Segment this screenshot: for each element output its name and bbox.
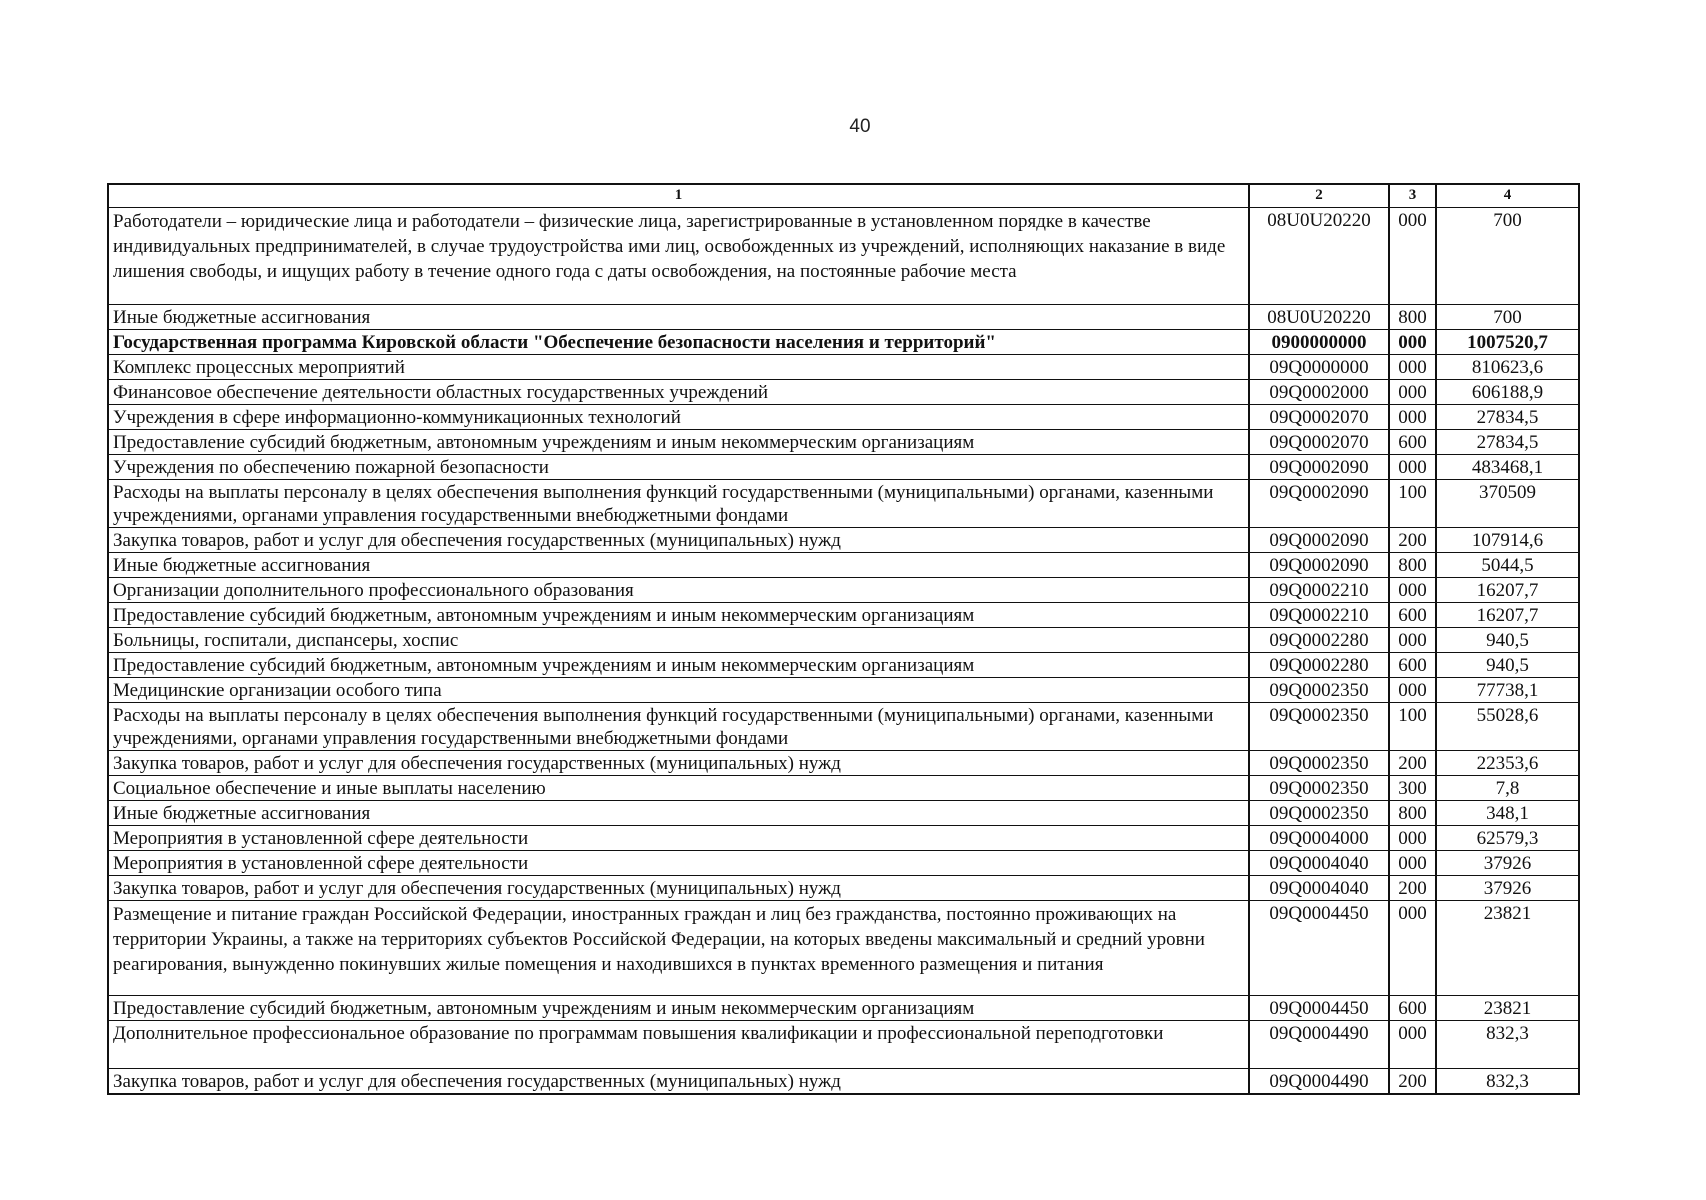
row-description: Закупка товаров, работ и услуг для обеспечения государственных (муниципальных) нужд: [108, 527, 1249, 552]
row-amount: 832,3: [1436, 1068, 1579, 1094]
row-description: Мероприятия в установленной сфере деятельности: [108, 825, 1249, 850]
row-amount: 55028,6: [1436, 702, 1579, 750]
row-description: Организации дополнительного профессионального образования: [108, 577, 1249, 602]
row-code: 08U0U20220: [1249, 207, 1389, 304]
row-description: Учреждения по обеспечению пожарной безопасности: [108, 454, 1249, 479]
row-description: Закупка товаров, работ и услуг для обеспечения государственных (муниципальных) нужд: [108, 1068, 1249, 1094]
row-expense-type: 000: [1389, 207, 1436, 304]
row-description-line: лишения свободы, и ищущих работу в течение одного года с даты освобождения, на постоянные рабочие места: [113, 260, 1017, 282]
row-code: 09Q0000000: [1249, 354, 1389, 379]
row-description: Предоставление субсидий бюджетным, автономным учреждениям и иным некоммерческим организациям: [108, 429, 1249, 454]
row-code: 09Q0004490: [1249, 1068, 1389, 1094]
row-amount: 107914,6: [1436, 527, 1579, 552]
row-code: 09Q0002090: [1249, 454, 1389, 479]
table-row: [108, 602, 1579, 627]
row-amount: 5044,5: [1436, 552, 1579, 577]
row-code: 09Q0002350: [1249, 750, 1389, 775]
row-expense-type: 000: [1389, 354, 1436, 379]
row-description: Учреждения в сфере информационно-коммуникационных технологий: [108, 404, 1249, 429]
row-code: 08U0U20220: [1249, 304, 1389, 329]
column-header-4: 4: [1436, 184, 1579, 207]
row-description: [108, 702, 1249, 750]
row-description-line: индивидуальных предпринимателей, в случае трудоустройства ими лиц, освобожденных из учреждений, исполняющих наказание в виде: [113, 235, 1226, 257]
table-row: [108, 527, 1579, 552]
row-code: 09Q0002090: [1249, 552, 1389, 577]
row-amount: 606188,9: [1436, 379, 1579, 404]
row-description: Больницы, госпитали, диспансеры, хоспис: [108, 627, 1249, 652]
row-expense-type: 000: [1389, 677, 1436, 702]
table-row: [108, 995, 1579, 1020]
row-expense-type: 200: [1389, 750, 1436, 775]
row-expense-type: 200: [1389, 527, 1436, 552]
row-description-line: реагирования, вынужденно покинувших жилые помещения и находившихся в пунктах временного размещения и питания: [113, 953, 1104, 975]
row-code: 09Q0002070: [1249, 404, 1389, 429]
table-row: [108, 775, 1579, 800]
row-expense-type: 300: [1389, 775, 1436, 800]
table-row: [108, 577, 1579, 602]
table-row: [108, 379, 1579, 404]
table-row: [108, 825, 1579, 850]
row-description: Предоставление субсидий бюджетным, автономным учреждениям и иным некоммерческим организациям: [108, 652, 1249, 677]
row-code: 09Q0002090: [1249, 479, 1389, 527]
row-amount: 700: [1436, 207, 1579, 304]
row-amount: 23821: [1436, 900, 1579, 995]
table-row: [108, 304, 1579, 329]
row-description: Предоставление субсидий бюджетным, автономным учреждениям и иным некоммерческим организациям: [108, 995, 1249, 1020]
row-amount: 16207,7: [1436, 577, 1579, 602]
row-description: Иные бюджетные ассигнования: [108, 304, 1249, 329]
row-code: 09Q0002280: [1249, 652, 1389, 677]
row-code: 09Q0004490: [1249, 1020, 1389, 1068]
row-code: 09Q0002210: [1249, 602, 1389, 627]
row-expense-type: 800: [1389, 552, 1436, 577]
row-expense-type: 000: [1389, 1020, 1436, 1068]
table-row: [108, 800, 1579, 825]
row-description: Государственная программа Кировской области "Обеспечение безопасности населения и территорий": [108, 329, 1249, 354]
row-expense-type: 000: [1389, 329, 1436, 354]
row-amount: 77738,1: [1436, 677, 1579, 702]
row-expense-type: 000: [1389, 900, 1436, 995]
table-row: [108, 552, 1579, 577]
row-description: Медицинские организации особого типа: [108, 677, 1249, 702]
row-amount: 7,8: [1436, 775, 1579, 800]
page-number: 40: [849, 116, 871, 137]
row-amount: 22353,6: [1436, 750, 1579, 775]
row-description-line: Расходы на выплаты персоналу в целях обеспечения выполнения функций государственными (муниципальными) органами, казенными: [113, 704, 1214, 726]
row-description: Комплекс процессных мероприятий: [108, 354, 1249, 379]
row-amount: 62579,3: [1436, 825, 1579, 850]
row-code: 0900000000: [1249, 329, 1389, 354]
row-expense-type: 600: [1389, 602, 1436, 627]
row-description: Предоставление субсидий бюджетным, автономным учреждениям и иным некоммерческим организациям: [108, 602, 1249, 627]
row-amount: 810623,6: [1436, 354, 1579, 379]
table-row: [108, 429, 1579, 454]
table-row: [108, 850, 1579, 875]
row-expense-type: 000: [1389, 627, 1436, 652]
header-row: [108, 184, 1579, 207]
row-code: 09Q0002280: [1249, 627, 1389, 652]
row-expense-type: 100: [1389, 479, 1436, 527]
row-description: Финансовое обеспечение деятельности областных государственных учреждений: [108, 379, 1249, 404]
row-expense-type: 000: [1389, 825, 1436, 850]
column-header-3: 3: [1389, 184, 1436, 207]
column-header-1: 1: [108, 184, 1249, 207]
table-row: [108, 354, 1579, 379]
table-row: [108, 1020, 1579, 1068]
row-code: 09Q0002350: [1249, 677, 1389, 702]
row-code: 09Q0002350: [1249, 775, 1389, 800]
row-amount: 27834,5: [1436, 404, 1579, 429]
row-code: 09Q0004000: [1249, 825, 1389, 850]
row-expense-type: 200: [1389, 1068, 1436, 1094]
row-amount: 700: [1436, 304, 1579, 329]
row-expense-type: 200: [1389, 875, 1436, 900]
row-amount: 1007520,7: [1436, 329, 1579, 354]
table-row: [108, 677, 1579, 702]
table-row: [108, 900, 1579, 995]
row-amount: 348,1: [1436, 800, 1579, 825]
row-expense-type: 000: [1389, 577, 1436, 602]
row-expense-type: 800: [1389, 800, 1436, 825]
row-description: [108, 479, 1249, 527]
row-expense-type: 000: [1389, 850, 1436, 875]
row-description: Закупка товаров, работ и услуг для обеспечения государственных (муниципальных) нужд: [108, 750, 1249, 775]
row-expense-type: 600: [1389, 652, 1436, 677]
column-header-2: 2: [1249, 184, 1389, 207]
row-expense-type: 600: [1389, 995, 1436, 1020]
table-row: [108, 454, 1579, 479]
row-description: Социальное обеспечение и иные выплаты населению: [108, 775, 1249, 800]
row-description-line: территории Украины, а также на территориях субъектов Российской Федерации, на которых введены максимальный и средний уровни: [113, 928, 1205, 950]
row-expense-type: 000: [1389, 404, 1436, 429]
table-row: [108, 404, 1579, 429]
row-amount: 483468,1: [1436, 454, 1579, 479]
table-row: [108, 627, 1579, 652]
table-row: [108, 652, 1579, 677]
row-amount: 940,5: [1436, 652, 1579, 677]
table-row: [108, 702, 1579, 750]
row-description: [108, 207, 1249, 304]
row-description-line: учреждениями, органами управления государственными внебюджетными фондами: [113, 504, 789, 526]
row-description: Закупка товаров, работ и услуг для обеспечения государственных (муниципальных) нужд: [108, 875, 1249, 900]
row-description: Дополнительное профессиональное образование по программам повышения квалификации и профессиональной переподготовки: [108, 1020, 1249, 1068]
row-code: 09Q0002210: [1249, 577, 1389, 602]
row-code: 09Q0002000: [1249, 379, 1389, 404]
row-expense-type: 600: [1389, 429, 1436, 454]
row-code: 09Q0004450: [1249, 995, 1389, 1020]
table-row: [108, 1068, 1579, 1094]
row-amount: 832,3: [1436, 1020, 1579, 1068]
table-row: [108, 875, 1579, 900]
table-row: [108, 207, 1579, 304]
row-amount: 16207,7: [1436, 602, 1579, 627]
row-amount: 37926: [1436, 850, 1579, 875]
row-description-line: Работодатели – юридические лица и работодатели – физические лица, зарегистрированные в установленном порядке в качестве: [113, 210, 1151, 232]
row-expense-type: 000: [1389, 454, 1436, 479]
row-amount: 37926: [1436, 875, 1579, 900]
row-amount: 27834,5: [1436, 429, 1579, 454]
row-code: 09Q0002090: [1249, 527, 1389, 552]
row-description: [108, 900, 1249, 995]
table-row: [108, 750, 1579, 775]
row-code: 09Q0002350: [1249, 800, 1389, 825]
row-description-line: учреждениями, органами управления государственными внебюджетными фондами: [113, 727, 789, 749]
row-description: Иные бюджетные ассигнования: [108, 800, 1249, 825]
row-description-line: Размещение и питание граждан Российской Федерации, иностранных граждан и лиц без гражданства, постоянно проживающих на: [113, 903, 1177, 925]
row-amount: 370509: [1436, 479, 1579, 527]
row-expense-type: 800: [1389, 304, 1436, 329]
row-amount: 940,5: [1436, 627, 1579, 652]
row-description: Иные бюджетные ассигнования: [108, 552, 1249, 577]
row-code: 09Q0002350: [1249, 702, 1389, 750]
row-code: 09Q0004040: [1249, 875, 1389, 900]
row-code: 09Q0004040: [1249, 850, 1389, 875]
table-row: [108, 329, 1579, 354]
row-expense-type: 000: [1389, 379, 1436, 404]
row-expense-type: 100: [1389, 702, 1436, 750]
row-code: 09Q0002070: [1249, 429, 1389, 454]
row-description: Мероприятия в установленной сфере деятельности: [108, 850, 1249, 875]
row-code: 09Q0004450: [1249, 900, 1389, 995]
row-description-line: Расходы на выплаты персоналу в целях обеспечения выполнения функций государственными (муниципальными) органами, казенными: [113, 481, 1214, 503]
budget-table: [107, 183, 1580, 1095]
table-row: [108, 479, 1579, 527]
row-amount: 23821: [1436, 995, 1579, 1020]
